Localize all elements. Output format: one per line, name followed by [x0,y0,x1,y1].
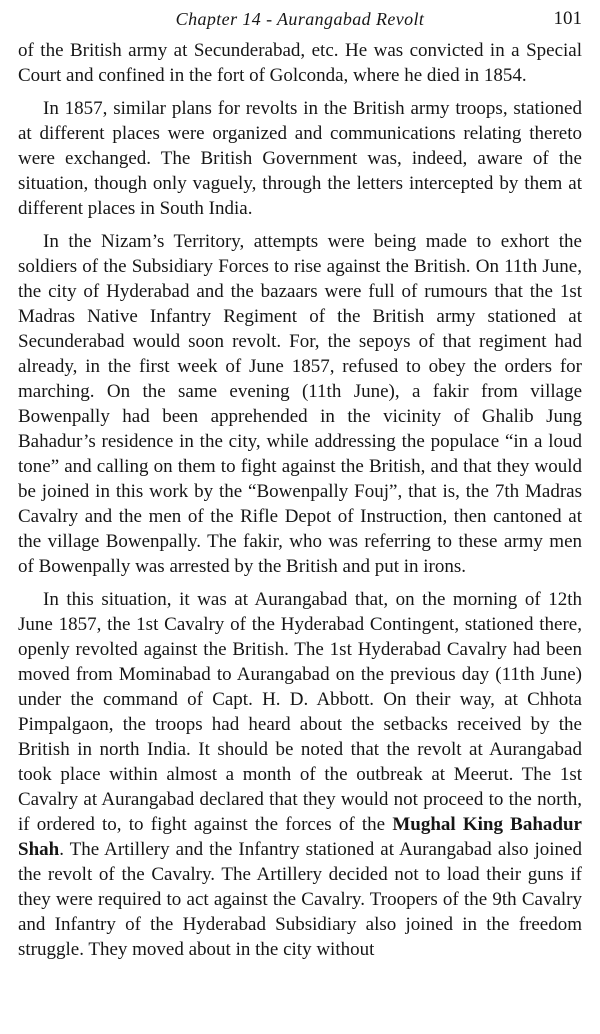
paragraph-text: In 1857, similar plans for revolts in the British army troops, stationed at different places were organized and communications relating thereto were exchanged. The British Government was, indeed, aware of the situation, though only vaguely, through the letters intercepted by them at different places in South India. [18,98,582,219]
paragraph-nizams-territory [18,229,582,579]
paragraph-aurangabad-revolt [18,587,582,962]
page-body [18,38,582,962]
page-number: 101 [553,8,582,29]
paragraph-text: of the British army at Secunderabad, etc. He was convicted in a Special Court and confined in the fort of Golconda, where he died in 1854. [18,40,582,86]
running-header [18,7,582,31]
paragraph-text: In the Nizam’s Territory, attempts were being made to exhort the soldiers of the Subsidiary Forces to rise against the British. On 11th June, the city of Hyderabad and the bazaars were full of rumours that the 1st Madras Native Infantry Regiment of the British army stationed at Secunderabad would soon revolt. For, the sepoys of that regiment had already, in the first week of June 1857, refused to obey the orders for marching. On the same evening (11th June), a fakir from village Bowenpally had been apprehended in the vicinity of Ghalib Jung Bahadur’s residence in the city, while addressing the populace “in a loud tone” and calling on them to fight against the British, and that they would be joined in this work by the “Bowenpally Fouj”, that is, the 7th Madras Cavalry and the men of the Rifle Depot of Instruction, then cantoned at the village Bowenpally. The fakir, who was referring to these army men of Bowenpally was arrested by the British and put in irons. [18,231,582,577]
paragraph-continuation [18,38,582,88]
paragraph-plans-1857 [18,96,582,221]
bold-phrase-mughal-king: Mughal King Bahadur Shah [18,814,582,860]
paragraph-text: . The Artillery and the Infantry stationed at Aurangabad also joined the revolt of the Cavalry. The Artillery decided not to load their guns if they were required to act against the Cavalry. Troopers of the 9th Cavalry and Infantry of the Hyderabad Subsidiary also joined in the freedom struggle. They moved about in the city without [18,839,582,960]
chapter-title: Chapter 14 - Aurangabad Revolt [175,9,425,29]
paragraph-text: In this situation, it was at Aurangabad that, on the morning of 12th June 1857, the 1st Cavalry of the Hyderabad Contingent, stationed there, openly revolted against the British. The 1st Hyderabad Cavalry had been moved from Mominabad to Aurangabad on the previous day (11th June) under the command of Capt. H. D. Abbott. On their way, at Chhota Pimpalgaon, the troops had heard about the setbacks received by the British in north India. It should be noted that the revolt at Aurangabad took place within almost a month of the outbreak at Meerut. The 1st Cavalry at Aurangabad declared that they would not proceed to the north, if ordered to, to fight against the forces of the [18,589,582,835]
